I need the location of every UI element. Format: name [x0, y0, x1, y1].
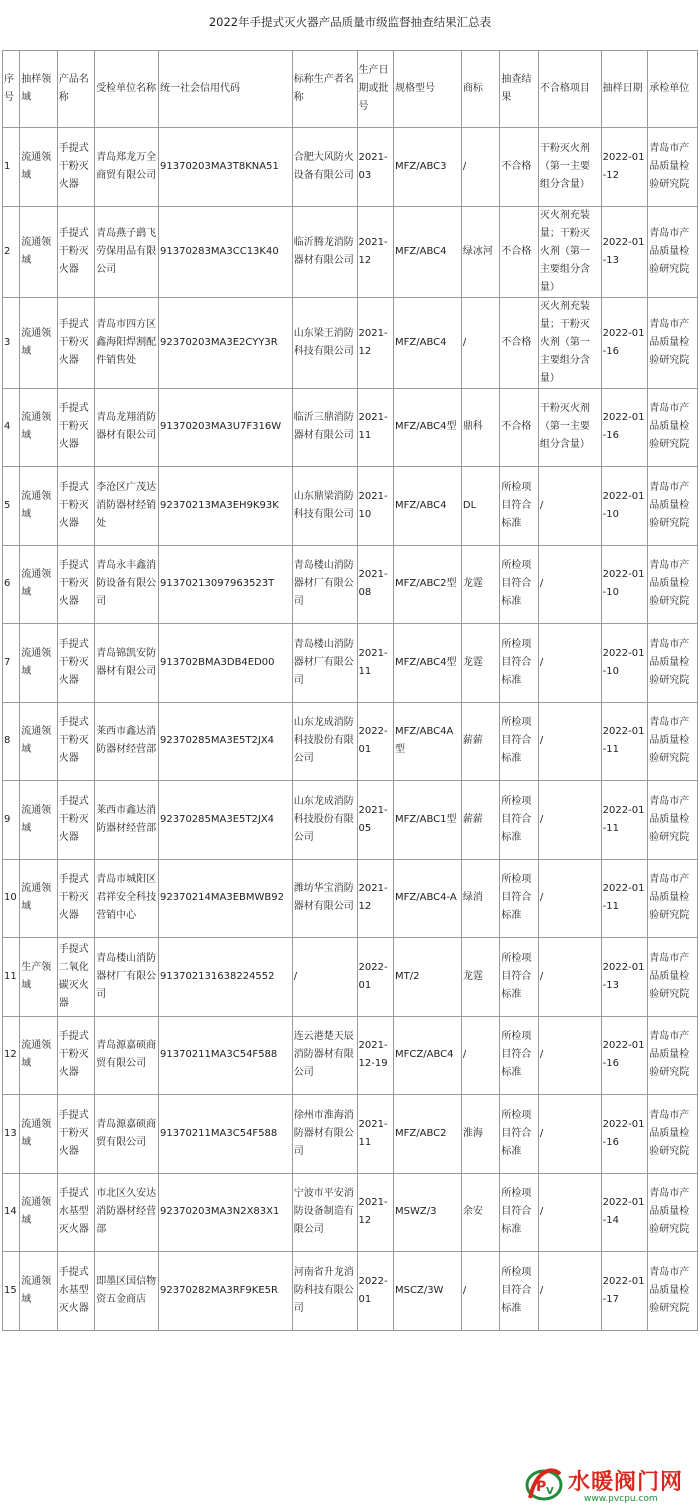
cell-production-date: 2021-03 — [357, 128, 393, 207]
cell-production-date: 2021-12 — [357, 1173, 393, 1252]
cell-inspection-agency: 青岛市产品质量检验研究院 — [648, 467, 698, 546]
cell-production-date: 2021-11 — [357, 624, 393, 703]
cell-production-date: 2021-12 — [357, 206, 393, 297]
cell-credit-code: 91370203MA3U7F316W — [159, 388, 293, 467]
cell-manufacturer: 河南省升龙消防科技有限公司 — [292, 1252, 357, 1331]
cell-trademark: 薪薪 — [461, 702, 499, 781]
table-row — [3, 1095, 698, 1174]
cell-sampling-field: 流通领域 — [20, 1016, 57, 1095]
cell-failed-items: / — [538, 545, 601, 624]
cell-inspection-agency: 青岛市产品质量检验研究院 — [648, 1252, 698, 1331]
cell-result: 所检项目符合标准 — [500, 1173, 538, 1252]
cell-production-date: 2021-11 — [357, 1095, 393, 1174]
table-row — [3, 1252, 698, 1331]
cell-trademark: 绿冰河 — [461, 206, 499, 297]
cell-model: MFZ/ABC1型 — [394, 781, 462, 860]
cell-failed-items: / — [538, 1016, 601, 1095]
cell-product-name: 手提式干粉灭火器 — [57, 206, 94, 297]
cell-index: 1 — [3, 128, 20, 207]
cell-trademark: / — [461, 1016, 499, 1095]
cell-inspection-agency: 青岛市产品质量检验研究院 — [648, 297, 698, 388]
cell-result: 所检项目符合标准 — [500, 702, 538, 781]
cell-sampling-field: 流通领域 — [20, 1252, 57, 1331]
table-row — [3, 859, 698, 938]
cell-sampling-field: 流通领域 — [20, 702, 57, 781]
cell-manufacturer: 青岛楼山消防器材厂有限公司 — [292, 624, 357, 703]
cell-inspected-unit: 青岛郑龙万全商贸有限公司 — [95, 128, 159, 207]
cell-sampling-date: 2022-01-16 — [601, 297, 648, 388]
cell-model: MFZ/ABC4 — [394, 297, 462, 388]
cell-product-name: 手提式干粉灭火器 — [57, 1095, 94, 1174]
cell-trademark: / — [461, 297, 499, 388]
cell-manufacturer: 宁波市平安消防设备制造有限公司 — [292, 1173, 357, 1252]
cell-index: 12 — [3, 1016, 20, 1095]
cell-sampling-field: 流通领域 — [20, 388, 57, 467]
cell-result: 所检项目符合标准 — [500, 938, 538, 1017]
cell-failed-items: 干粉灭火剂（第一主要组分含量） — [538, 388, 601, 467]
cell-inspected-unit: 青岛楼山消防器材厂有限公司 — [95, 938, 159, 1017]
cell-trademark: 龙霆 — [461, 624, 499, 703]
cell-index: 10 — [3, 859, 20, 938]
cell-product-name: 手提式干粉灭火器 — [57, 297, 94, 388]
column-header: 统一社会信用代码 — [159, 51, 293, 128]
cell-index: 9 — [3, 781, 20, 860]
cell-failed-items: / — [538, 1095, 601, 1174]
cell-trademark: 淮海 — [461, 1095, 499, 1174]
cell-sampling-date: 2022-01-16 — [601, 1095, 648, 1174]
cell-trademark: 鼎科 — [461, 388, 499, 467]
column-header: 抽样领域 — [20, 51, 57, 128]
cell-sampling-date: 2022-01-10 — [601, 545, 648, 624]
cell-model: MSWZ/3 — [394, 1173, 462, 1252]
cell-trademark: 余安 — [461, 1173, 499, 1252]
watermark-site-url: www.pvcpu.com — [584, 1494, 658, 1504]
cell-failed-items: / — [538, 624, 601, 703]
cell-production-date: 2021-12 — [357, 297, 393, 388]
cell-sampling-date: 2022-01-13 — [601, 206, 648, 297]
cell-product-name: 手提式干粉灭火器 — [57, 702, 94, 781]
cell-manufacturer: 山东梁王消防科技有限公司 — [292, 297, 357, 388]
cell-trademark: 薪薪 — [461, 781, 499, 860]
cell-result: 所检项目符合标准 — [500, 781, 538, 860]
cell-inspected-unit: 即墨区国信物资五金商店 — [95, 1252, 159, 1331]
cell-sampling-date: 2022-01-11 — [601, 859, 648, 938]
table-row — [3, 388, 698, 467]
cell-sampling-field: 流通领域 — [20, 1173, 57, 1252]
cell-model: MFZ/ABC4 — [394, 467, 462, 546]
cell-model: MFZ/ABC3 — [394, 128, 462, 207]
cell-result: 所检项目符合标准 — [500, 624, 538, 703]
cell-failed-items: 干粉灭火剂（第一主要组分含量） — [538, 128, 601, 207]
cell-inspection-agency: 青岛市产品质量检验研究院 — [648, 1016, 698, 1095]
table-row — [3, 206, 698, 297]
cell-production-date: 2021-12-19 — [357, 1016, 393, 1095]
cell-trademark: 绿消 — [461, 859, 499, 938]
cell-sampling-date: 2022-01-10 — [601, 624, 648, 703]
cell-failed-items: / — [538, 859, 601, 938]
cell-index: 5 — [3, 467, 20, 546]
cell-inspection-agency: 青岛市产品质量检验研究院 — [648, 388, 698, 467]
column-header: 受检单位名称 — [95, 51, 159, 128]
cell-failed-items: 灭火剂充装量；干粉灭火剂（第一主要组分含量） — [538, 206, 601, 297]
column-header: 抽查结果 — [500, 51, 538, 128]
cell-index: 13 — [3, 1095, 20, 1174]
cell-inspection-agency: 青岛市产品质量检验研究院 — [648, 702, 698, 781]
cell-credit-code: 92370203MA3E2CYY3R — [159, 297, 293, 388]
cell-credit-code: 92370285MA3E5T2JX4 — [159, 781, 293, 860]
cell-credit-code: 91370211MA3C54F588 — [159, 1095, 293, 1174]
cell-trademark: 龙霆 — [461, 938, 499, 1017]
cell-failed-items: / — [538, 938, 601, 1017]
cell-sampling-date: 2022-01-16 — [601, 1016, 648, 1095]
cell-result: 不合格 — [500, 206, 538, 297]
column-header: 抽样日期 — [601, 51, 648, 128]
cell-credit-code: 92370285MA3E5T2JX4 — [159, 702, 293, 781]
cell-product-name: 手提式干粉灭火器 — [57, 624, 94, 703]
cell-credit-code: 91370213097963523T — [159, 545, 293, 624]
cell-model: MFZ/ABC4 — [394, 206, 462, 297]
cell-manufacturer: 临沂三鼎消防器材有限公司 — [292, 388, 357, 467]
cell-inspection-agency: 青岛市产品质量检验研究院 — [648, 624, 698, 703]
cell-credit-code: 92370214MA3EBMWB92 — [159, 859, 293, 938]
cell-inspected-unit: 青岛市城阳区君祥安全科技营销中心 — [95, 859, 159, 938]
cell-inspected-unit: 青岛龙翔消防器材有限公司 — [95, 388, 159, 467]
cell-trademark: / — [461, 128, 499, 207]
cell-result: 所检项目符合标准 — [500, 545, 538, 624]
cell-manufacturer: 徐州市淮海消防器材有限公司 — [292, 1095, 357, 1174]
cell-model: MSCZ/3W — [394, 1252, 462, 1331]
cell-manufacturer: 潍坊华宝消防器材有限公司 — [292, 859, 357, 938]
cell-credit-code: 913702BMA3DB4ED00 — [159, 624, 293, 703]
cell-index: 3 — [3, 297, 20, 388]
table-row — [3, 938, 698, 1017]
cell-inspected-unit: 青岛源嘉硕商贸有限公司 — [95, 1016, 159, 1095]
cell-credit-code: 91370203MA3T8KNA51 — [159, 128, 293, 207]
cell-credit-code: 91370211MA3C54F588 — [159, 1016, 293, 1095]
table-row — [3, 467, 698, 546]
cell-sampling-date: 2022-01-12 — [601, 128, 648, 207]
cell-sampling-date: 2022-01-11 — [601, 781, 648, 860]
cell-sampling-date: 2022-01-13 — [601, 938, 648, 1017]
column-header: 规格型号 — [394, 51, 462, 128]
cell-inspected-unit: 市北区久安达消防器材经营部 — [95, 1173, 159, 1252]
cell-sampling-field: 流通领域 — [20, 128, 57, 207]
table-row — [3, 1016, 698, 1095]
cell-result: 所检项目符合标准 — [500, 467, 538, 546]
cell-product-name: 手提式水基型灭火器 — [57, 1173, 94, 1252]
cell-failed-items: / — [538, 702, 601, 781]
cell-product-name: 手提式干粉灭火器 — [57, 1016, 94, 1095]
cell-result: 所检项目符合标准 — [500, 1016, 538, 1095]
table-row — [3, 297, 698, 388]
column-header: 生产日期或批号 — [357, 51, 393, 128]
cell-production-date: 2021-10 — [357, 467, 393, 546]
cell-credit-code: 91370283MA3CC13K40 — [159, 206, 293, 297]
cell-index: 8 — [3, 702, 20, 781]
header-row — [3, 51, 698, 128]
table-row — [3, 781, 698, 860]
cell-inspected-unit: 青岛锦凯安防器材有限公司 — [95, 624, 159, 703]
cell-inspected-unit: 莱西市鑫达消防器材经营部 — [95, 781, 159, 860]
cell-failed-items: / — [538, 781, 601, 860]
cell-result: 不合格 — [500, 128, 538, 207]
cell-inspected-unit: 莱西市鑫达消防器材经营部 — [95, 702, 159, 781]
cell-failed-items: / — [538, 1173, 601, 1252]
cell-production-date: 2022-01 — [357, 702, 393, 781]
cell-trademark: / — [461, 1252, 499, 1331]
cell-inspection-agency: 青岛市产品质量检验研究院 — [648, 938, 698, 1017]
cell-inspection-agency: 青岛市产品质量检验研究院 — [648, 781, 698, 860]
cell-inspected-unit: 青岛永丰鑫消防设备有限公司 — [95, 545, 159, 624]
cell-sampling-field: 流通领域 — [20, 624, 57, 703]
cell-index: 7 — [3, 624, 20, 703]
cell-failed-items: / — [538, 467, 601, 546]
cell-production-date: 2021-11 — [357, 388, 393, 467]
cell-trademark: 龙霆 — [461, 545, 499, 624]
cell-sampling-field: 流通领域 — [20, 206, 57, 297]
svg-text:P: P — [536, 1479, 547, 1495]
cell-index: 14 — [3, 1173, 20, 1252]
cell-product-name: 手提式干粉灭火器 — [57, 781, 94, 860]
cell-index: 6 — [3, 545, 20, 624]
cell-sampling-date: 2022-01-10 — [601, 467, 648, 546]
column-header: 承检单位 — [648, 51, 698, 128]
cell-production-date: 2021-08 — [357, 545, 393, 624]
cell-model: MT/2 — [394, 938, 462, 1017]
cell-sampling-field: 流通领域 — [20, 545, 57, 624]
cell-result: 不合格 — [500, 388, 538, 467]
cell-index: 11 — [3, 938, 20, 1017]
cell-inspection-agency: 青岛市产品质量检验研究院 — [648, 545, 698, 624]
column-header: 商标 — [461, 51, 499, 128]
cell-credit-code: 913702131638224552 — [159, 938, 293, 1017]
cell-result: 所检项目符合标准 — [500, 1095, 538, 1174]
cell-inspection-agency: 青岛市产品质量检验研究院 — [648, 859, 698, 938]
column-header: 产品名称 — [57, 51, 94, 128]
cell-credit-code: 92370213MA3EH9K93K — [159, 467, 293, 546]
column-header: 不合格项目 — [538, 51, 601, 128]
cell-manufacturer: 山东鼎梁消防科技有限公司 — [292, 467, 357, 546]
site-watermark-logo — [522, 1464, 700, 1506]
cell-sampling-date: 2022-01-16 — [601, 388, 648, 467]
cell-model: MFZ/ABC2 — [394, 1095, 462, 1174]
cell-sampling-field: 生产领域 — [20, 938, 57, 1017]
cell-production-date: 2022-01 — [357, 1252, 393, 1331]
cell-sampling-field: 流通领域 — [20, 1095, 57, 1174]
column-header: 序号 — [3, 51, 20, 128]
cell-sampling-field: 流通领域 — [20, 859, 57, 938]
cell-model: MFZ/ABC2型 — [394, 545, 462, 624]
cell-product-name: 手提式水基型灭火器 — [57, 1252, 94, 1331]
cell-sampling-date: 2022-01-14 — [601, 1173, 648, 1252]
cell-product-name: 手提式干粉灭火器 — [57, 859, 94, 938]
cell-product-name: 手提式二氧化碳灭火器 — [57, 938, 94, 1017]
cell-index: 2 — [3, 206, 20, 297]
column-header: 标称生产者名称 — [292, 51, 357, 128]
cell-inspected-unit: 青岛市四方区鑫海阳焊割配件销售处 — [95, 297, 159, 388]
pv-logo-icon — [522, 1464, 566, 1506]
cell-production-date: 2022-01 — [357, 938, 393, 1017]
cell-manufacturer: 山东龙成消防科技股份有限公司 — [292, 781, 357, 860]
cell-manufacturer: 合肥大风防火设备有限公司 — [292, 128, 357, 207]
cell-inspection-agency: 青岛市产品质量检验研究院 — [648, 206, 698, 297]
cell-manufacturer: 临沂腾龙消防器材有限公司 — [292, 206, 357, 297]
cell-index: 4 — [3, 388, 20, 467]
results-table — [2, 50, 698, 1331]
page-title: 2022年手提式灭火器产品质量市级监督抽查结果汇总表 — [208, 15, 492, 29]
table-body — [3, 128, 698, 1331]
cell-inspected-unit: 李沧区广茂达消防器材经销处 — [95, 467, 159, 546]
cell-inspection-agency: 青岛市产品质量检验研究院 — [648, 1095, 698, 1174]
table-row — [3, 545, 698, 624]
cell-model: MFCZ/ABC4 — [394, 1016, 462, 1095]
cell-sampling-field: 流通领域 — [20, 297, 57, 388]
cell-manufacturer: 连云港楚天辰消防器材有限公司 — [292, 1016, 357, 1095]
cell-result: 不合格 — [500, 297, 538, 388]
cell-product-name: 手提式干粉灭火器 — [57, 467, 94, 546]
cell-manufacturer: 青岛楼山消防器材厂有限公司 — [292, 545, 357, 624]
cell-model: MFZ/ABC4-A — [394, 859, 462, 938]
cell-model: MFZ/ABC4型 — [394, 624, 462, 703]
cell-credit-code: 92370203MA3N2X83X1 — [159, 1173, 293, 1252]
cell-manufacturer: 山东龙成消防科技股份有限公司 — [292, 702, 357, 781]
cell-sampling-date: 2022-01-11 — [601, 702, 648, 781]
table-row — [3, 702, 698, 781]
cell-model: MFZ/ABC4型 — [394, 388, 462, 467]
cell-inspection-agency: 青岛市产品质量检验研究院 — [648, 1173, 698, 1252]
cell-inspected-unit: 青岛源嘉硕商贸有限公司 — [95, 1095, 159, 1174]
cell-production-date: 2021-12 — [357, 859, 393, 938]
cell-result: 所检项目符合标准 — [500, 1252, 538, 1331]
cell-production-date: 2021-05 — [357, 781, 393, 860]
cell-failed-items: / — [538, 1252, 601, 1331]
cell-trademark: DL — [461, 467, 499, 546]
cell-inspection-agency: 青岛市产品质量检验研究院 — [648, 128, 698, 207]
cell-index: 15 — [3, 1252, 20, 1331]
cell-product-name: 手提式干粉灭火器 — [57, 545, 94, 624]
cell-credit-code: 92370282MA3RF9KE5R — [159, 1252, 293, 1331]
watermark-site-name: 水暖阀门网 — [568, 1470, 684, 1495]
cell-result: 所检项目符合标准 — [500, 859, 538, 938]
cell-sampling-field: 流通领域 — [20, 781, 57, 860]
cell-manufacturer: / — [292, 938, 357, 1017]
cell-sampling-field: 流通领域 — [20, 467, 57, 546]
cell-sampling-date: 2022-01-17 — [601, 1252, 648, 1331]
table-row — [3, 624, 698, 703]
cell-product-name: 手提式干粉灭火器 — [57, 388, 94, 467]
svg-text:V: V — [546, 1486, 554, 1497]
cell-inspected-unit: 青岛燕子鹞飞劳保用品有限公司 — [95, 206, 159, 297]
cell-failed-items: 灭火剂充装量；干粉灭火剂（第一主要组分含量） — [538, 297, 601, 388]
table-header — [3, 51, 698, 128]
table-row — [3, 1173, 698, 1252]
table-row — [3, 128, 698, 207]
cell-model: MFZ/ABC4A型 — [394, 702, 462, 781]
cell-product-name: 手提式干粉灭火器 — [57, 128, 94, 207]
